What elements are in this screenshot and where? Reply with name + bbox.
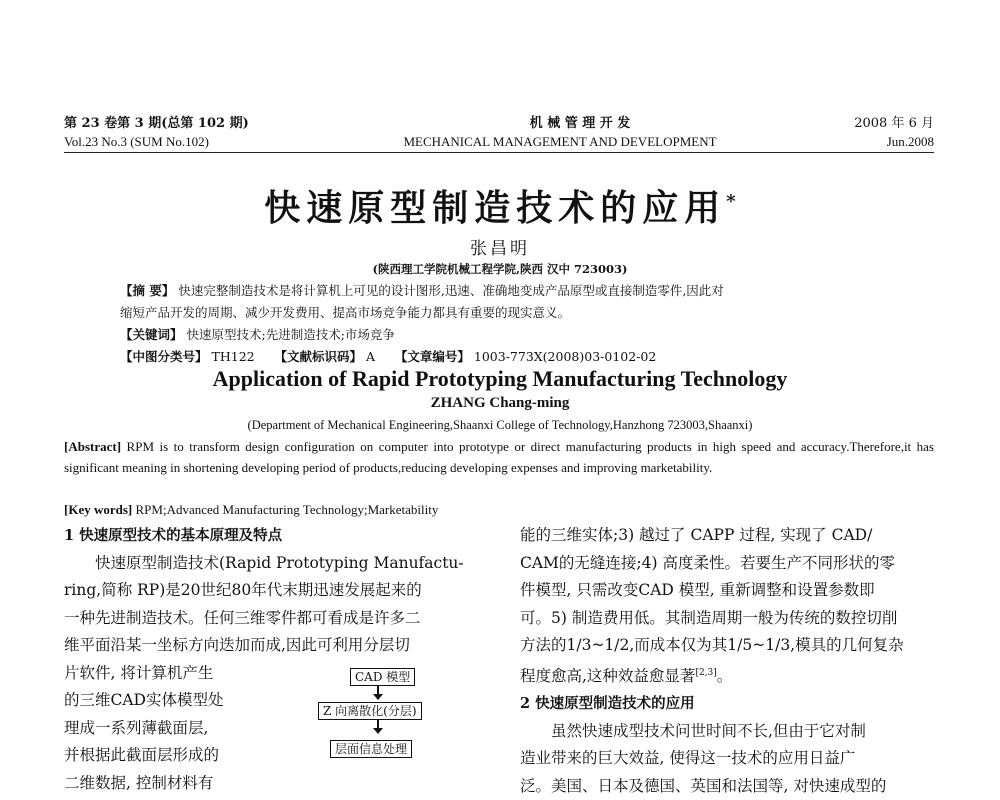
flow-box-slicing: Z 向离散化(分层) bbox=[318, 702, 422, 720]
keywords-en: [Key words] RPM;Advanced Manufacturing Technology;Marketability bbox=[64, 502, 439, 517]
paper-title-en: Application of Rapid Prototyping Manufacturing Technology bbox=[212, 366, 788, 391]
header-date-cn: 2008 年 6 月 bbox=[854, 116, 934, 131]
section-1-heading: 1 快速原型技术的基本原理及特点 bbox=[64, 527, 283, 544]
title-footnote-mark: * bbox=[726, 191, 736, 212]
header-journal-cn: 机 械 管 理 开 发 bbox=[529, 116, 631, 131]
right-column: 能的三维实体;3) 越过了 CAPP 过程, 实现了 CAD/ CAM的无缝连接;4) 高度柔性。若要生产不同形状的零 件模型, 只需改变CAD 模型, 重新调整和设置参数即 可。5) 制造费用低。其制造周期一般为传统的数控切削 方法的1/3~1/2,而成本仅为其1/5~1/3,模具的几何复杂 程度愈高,这种效益愈显著[2,3]。 2 快速原型制造技术的应用 虽然快速成型技术问世时间不长,但由于它对制 造业带来的巨大效益, 使得这一技术的应用日益广 泛。美国、日本及德国、英国和法国等, 对快速成型的 bbox=[520, 522, 940, 800]
keywords-cn: 快速原型技术;先进制造技术;市场竞争 bbox=[186, 327, 395, 342]
author-cn: 张昌明 bbox=[470, 239, 530, 259]
doccode-label: 【文献标识码】 bbox=[274, 349, 362, 364]
keywords-label-en: [Key words] bbox=[64, 502, 133, 517]
paper-title-cn: 快速原型制造技术的应用* bbox=[264, 187, 736, 229]
flow-box-cad-model: CAD 模型 bbox=[350, 668, 415, 686]
author-en: ZHANG Chang-ming bbox=[430, 395, 570, 411]
header-date-en: Jun.2008 bbox=[886, 134, 934, 149]
flow-arrowhead-1 bbox=[373, 694, 383, 700]
header-issue-en: Vol.23 No.3 (SUM No.102) bbox=[64, 134, 209, 149]
header-journal-en: MECHANICAL MANAGEMENT AND DEVELOPMENT bbox=[403, 134, 717, 149]
clc-label: 【中图分类号】 bbox=[120, 349, 208, 364]
abstract-label-en: [Abstract] bbox=[64, 439, 122, 454]
abstract-en: [Abstract] RPM is to transform design configuration on computer into prototype or direct manufacturing products in high speed and accuracy.Therefore,it has significant meaning in shortening developing period of products,reducing developing expenses and improving marketability. bbox=[64, 439, 934, 475]
keywords-label-cn: 【关键词】 bbox=[120, 327, 183, 342]
abstract-label-cn: 【摘 要】 bbox=[120, 283, 175, 298]
affiliation-en: (Department of Mechanical Engineering,Shaanxi College of Technology,Hanzhong 723003,Shaanxi) bbox=[247, 418, 753, 432]
flow-box-layer-info: 层面信息处理 bbox=[330, 740, 412, 758]
section-2-heading: 2 快速原型制造技术的应用 bbox=[520, 695, 695, 713]
header-rule bbox=[64, 152, 934, 153]
flow-arrowhead-2 bbox=[373, 728, 383, 734]
left-column: 1 快速原型技术的基本原理及特点 快速原型制造技术(Rapid Prototyping Manufactu- ring,简称 RP)是20世纪80年代末期迅速发展起来的 一种先进制造技术。任何三维零件都可看成是许多二 维平面沿某一坐标方向迭加而成,因此可利用分层切 片软件, 将计算机产生 的三维CAD实体模型处 理成一系列薄截面层, 并根据此截面层形成的 二维数据, 控制材料有 bbox=[64, 522, 484, 797]
citation-ref: [2,3] bbox=[695, 667, 717, 678]
abstract-cn: 【摘 要】 快速完整制造技术是将计算机上可见的设计图形,迅速、准确地变成产品原型或直接制造零件,因此对 缩短产品开发的周期、减少开发费用、提高市场竞争能力都具有重要的现实意义。 【关键词】 快速原型技术;先进制造技术;市场竞争 【中图分类号】 TH122 【文献标识码】 A 【文章编号】 1003-773X(2008)03-0102-02 bbox=[120, 283, 724, 364]
affiliation-cn: (陕西理工学院机械工程学院,陕西 汉中 723003) bbox=[372, 262, 628, 276]
articleno-label: 【文章编号】 bbox=[394, 349, 470, 364]
header-issue-cn: 第 23 卷第 3 期(总第 102 期) bbox=[64, 116, 249, 131]
